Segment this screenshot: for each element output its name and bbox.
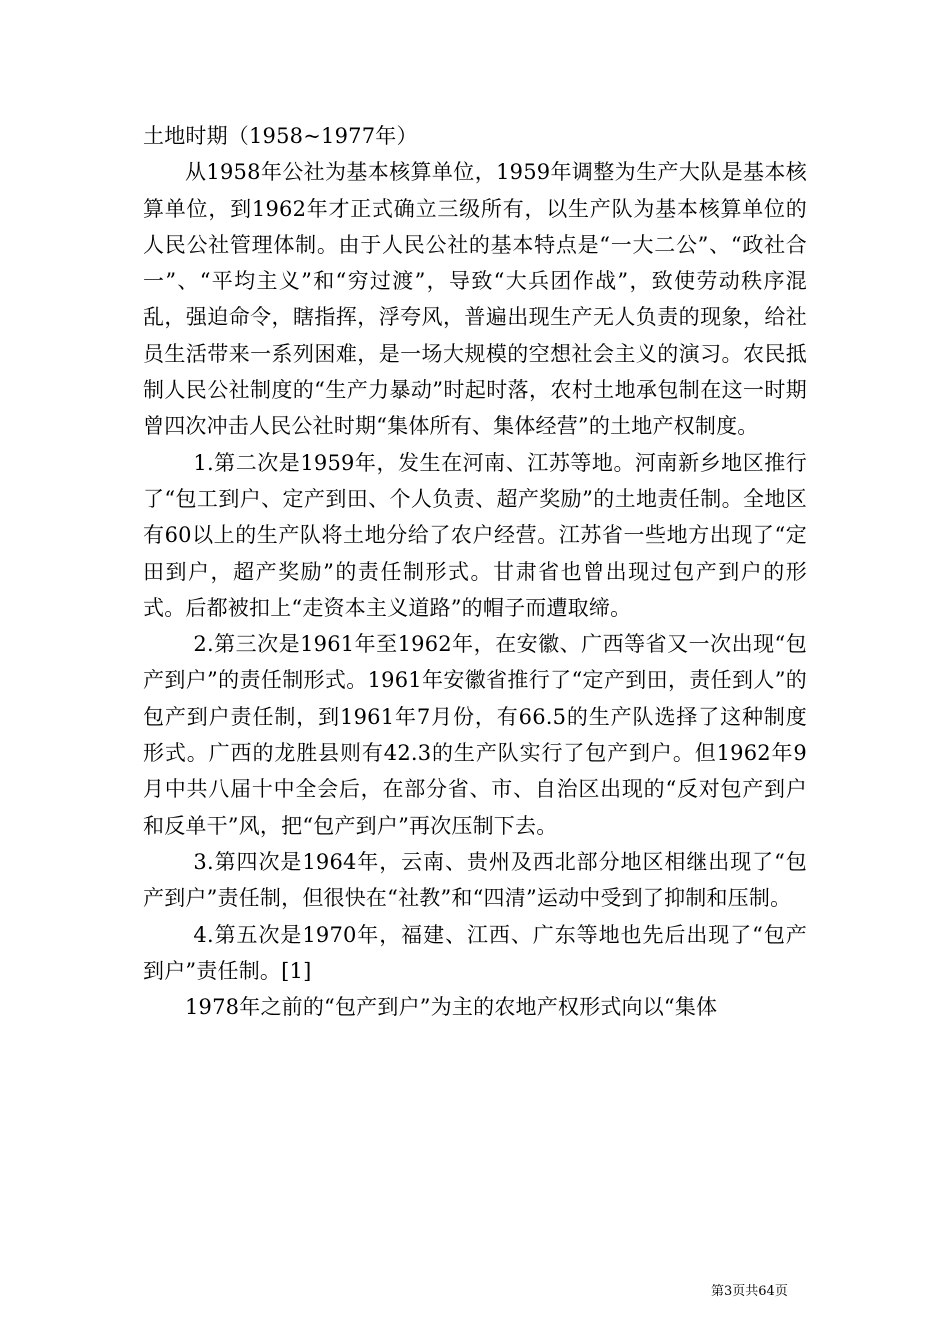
page-number: 第3页共64页 [711, 1284, 788, 1299]
paragraph-continuation: 1978年之前的“包产到户”为主的农地产权形式向以“集体 [185, 995, 718, 1020]
paragraph-item-3: 3.第四次是1964年，云南、贵州及西北部分地区相继出现了“包产到户”责任制，但很快在“社教”和“四清”运动中受到了抑制和压制。 [143, 849, 807, 911]
paragraph-item-2: 2.第三次是1961年至1962年，在安徽、广西等省又一次出现“包产到户”的责任制形式。1961年安徽省推行了“定产到田，责任到人”的包产到户责任制，到1961年7月份，有66.5的生产队选择了这种制度形式。广西的龙胜县则有42.3的生产队实行了包产到户。但1962年9月中共八届十中全会后，在部分省、市、自治区出现的“反对包产到户和反单干”风，把“包产到户”再次压制下去。 [143, 632, 807, 838]
paragraph-intro: 从1958年公社为基本核算单位，1959年调整为生产大队是基本核算单位，到1962年才正式确立三级所有，以生产队为基本核算单位的人民公社管理体制。由于人民公社的基本特点是“一大二公”、“政社合一”、“平均主义”和“穷过渡”，导致“大兵团作战”，致使劳动秩序混乱，强迫命令，瞎指挥，浮夸风，普遍出现生产无人负责的现象，给社员生活带来一系列困难，是一场大规模的空想社会主义的演习。农民抵制人民公社制度的“生产力暴动”时起时落，农村土地承包制在这一时期曾四次冲击人民公社时期“集体所有、集体经营”的土地产权制度。 [143, 160, 807, 439]
body-text [143, 118, 807, 1025]
paragraph-heading: 土地时期（1958~1977年） [143, 124, 418, 148]
paragraph-item-4: 4.第五次是1970年，福建、江西、广东等地也先后出现了“包产到户”责任制。[1] [143, 922, 807, 983]
paragraph-item-1: 1.第二次是1959年，发生在河南、江苏等地。河南新乡地区推行了“包工到户、定产到田、个人负责、超产奖励”的土地责任制。全地区有60以上的生产队将土地分给了农户经营。江苏省一些地方出现了“定田到户，超产奖励”的责任制形式。甘肃省也曾出现过包产到户的形式。后都被扣上“走资本主义道路”的帽子而遭取缔。 [143, 450, 807, 620]
